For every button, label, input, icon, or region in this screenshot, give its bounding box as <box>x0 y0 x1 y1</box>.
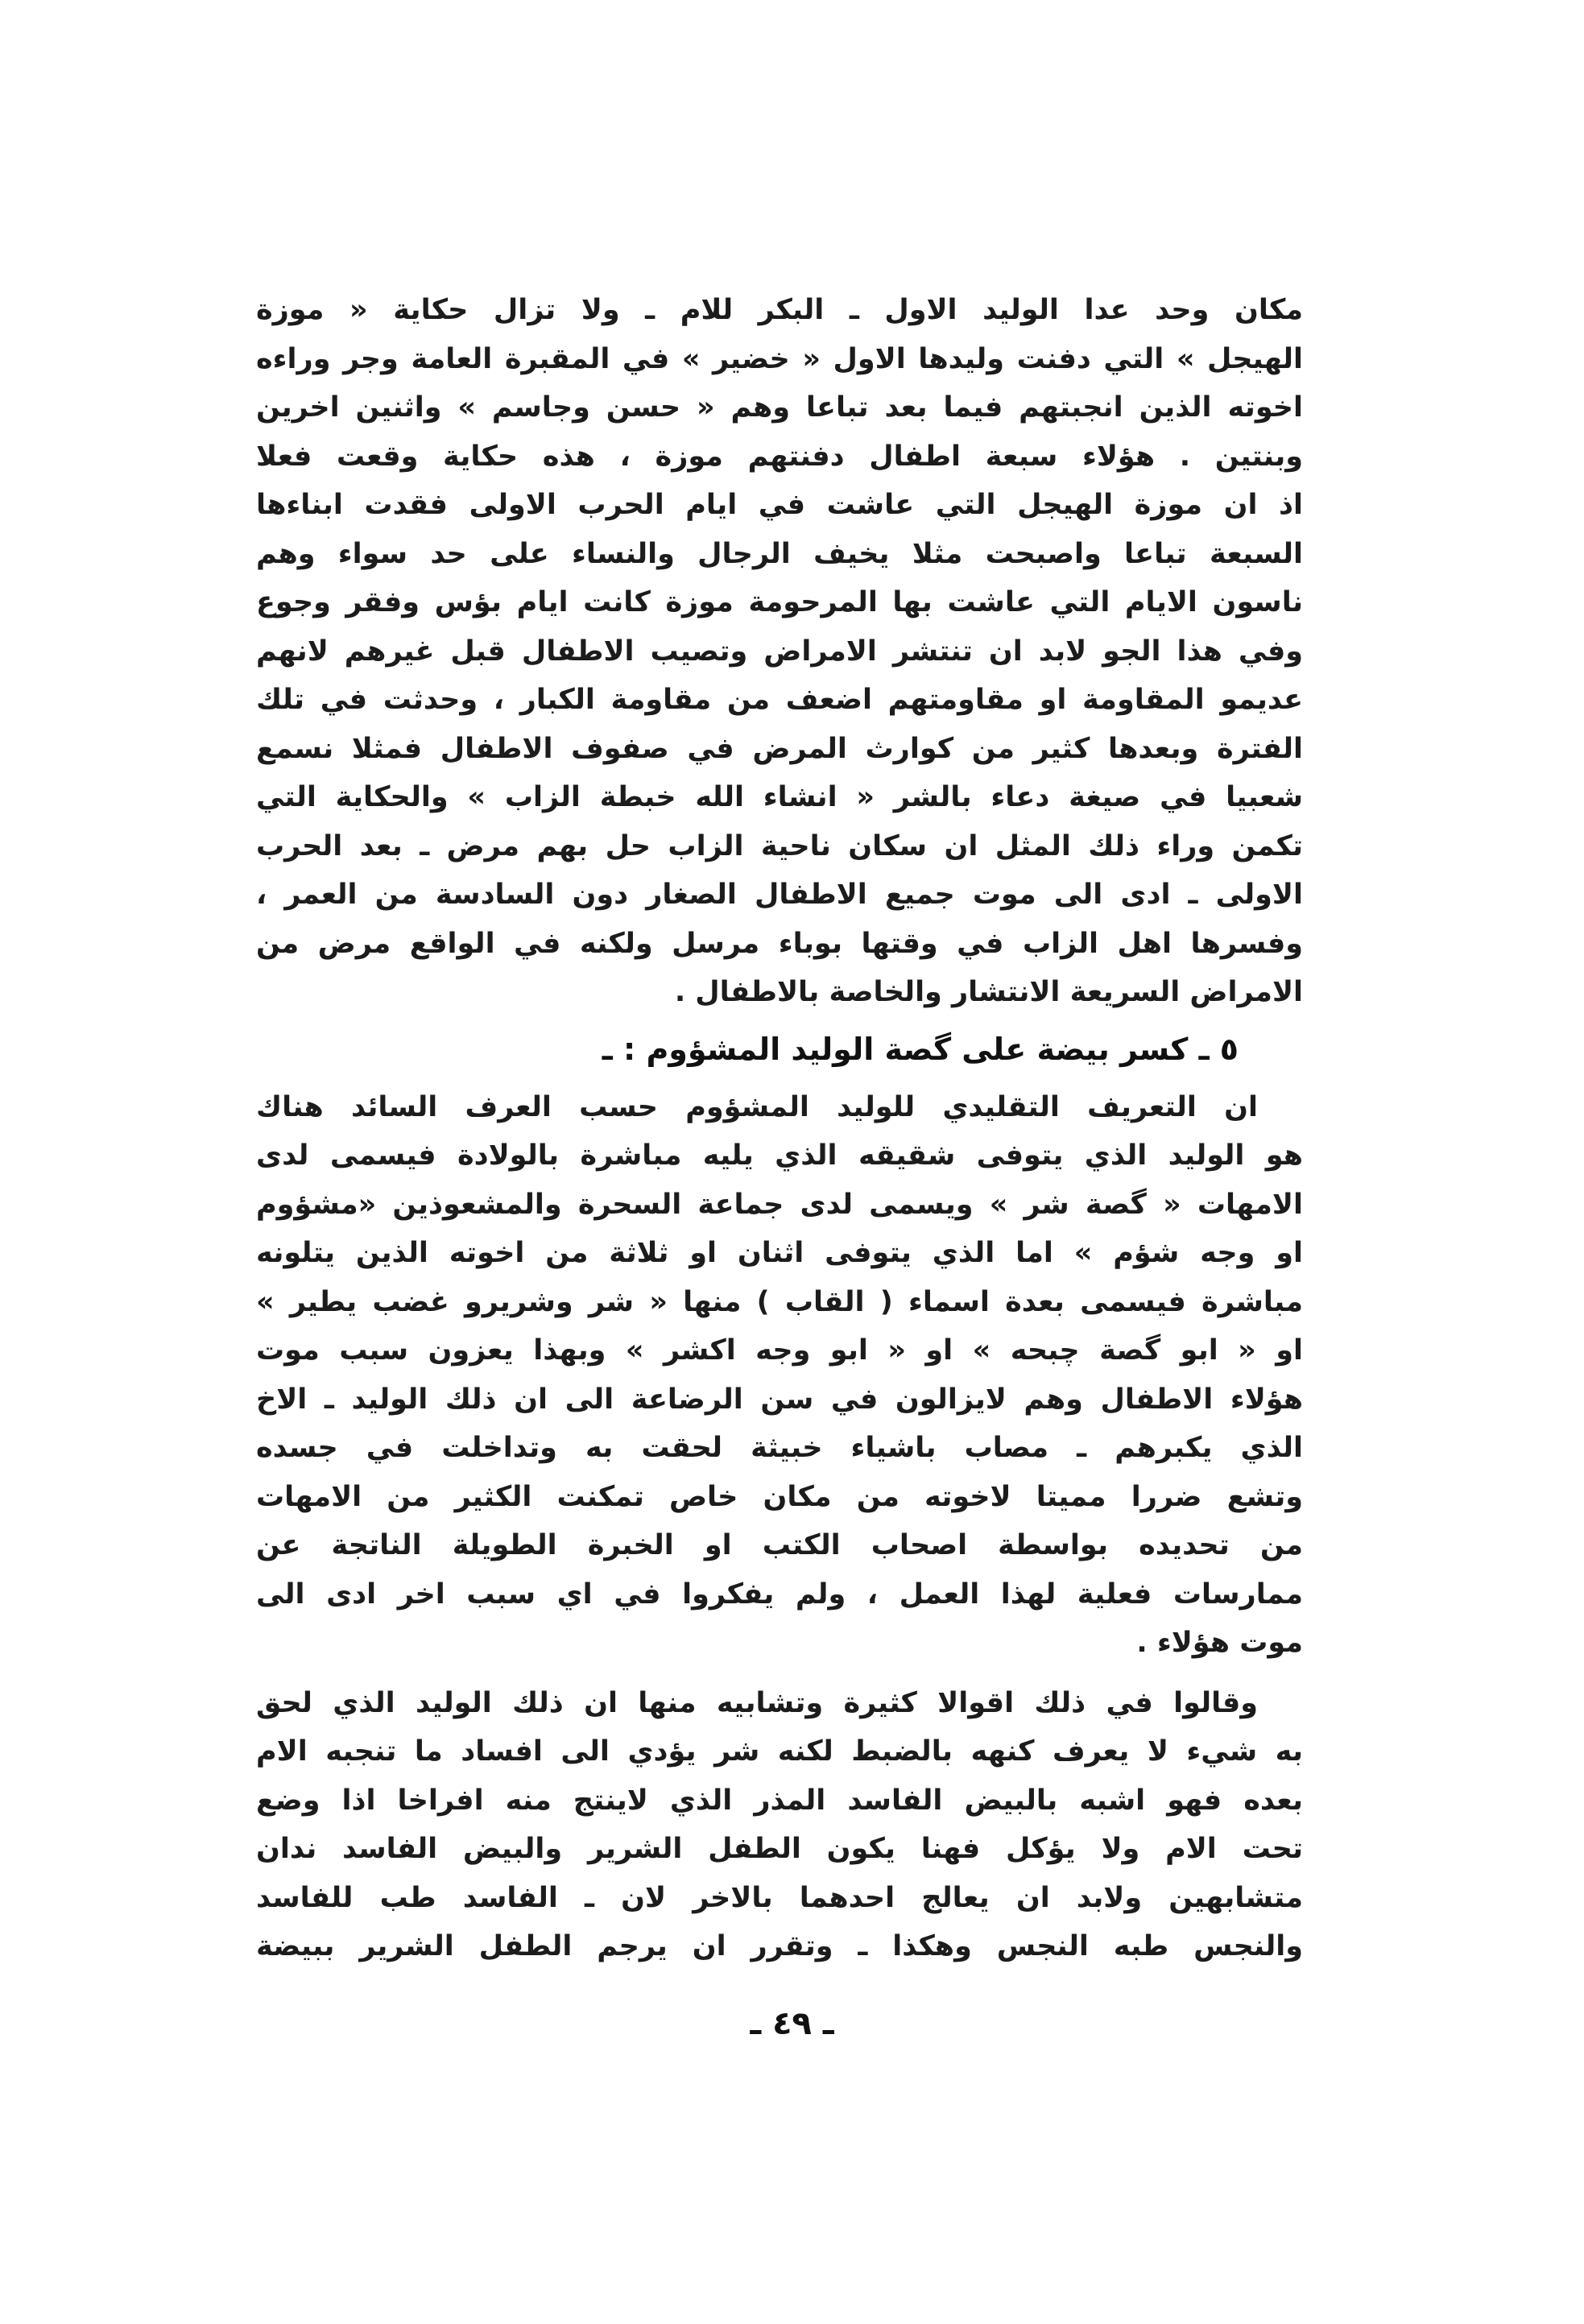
text-line: اذ ان موزة الهيجل التي عاشت في ايام الحرب الاولى فقدت ابناءها <box>256 489 1303 521</box>
text-line: هؤلاء الاطفال وهم لايزالون في سن الرضاعة الى ان ذلك الوليد ـ الاخ <box>256 1383 1303 1416</box>
text-line: مباشرة فيسمى بعدة اسماء ( القاب ) منها « شر وشريرو غضب يطير » <box>256 1285 1303 1318</box>
paragraph-definition <box>256 1083 1303 1668</box>
text-line: السبعة تباعا واصبحت مثلا يخيف الرجال والنساء على حد سواء وهم <box>256 537 1303 570</box>
text-line: وتشع ضررا مميتا لاخوته من مكان خاص تمكنت الكثير من الامهات <box>256 1480 1303 1513</box>
text-line: شعبيا في صيغة دعاء بالشر « انشاء الله خبطة الزاب » والحكاية التي <box>256 781 1303 813</box>
text-line: وفي هذا الجو لابد ان تنتشر الامراض وتصيب الاطفال قبل غيرهم لانهم <box>256 635 1303 668</box>
text-line: تحت الام ولا يؤكل فهنا يكون الطفل الشرير والبيض الفاسد ندان <box>256 1833 1303 1865</box>
text-line: الفترة وبعدها كثير من كوارث المرض في صفوف الاطفال فمثلا نسمع <box>256 732 1303 765</box>
text-line: ناسون الايام التي عاشت بها المرحومة موزة كانت ايام بؤس وفقر وجوع <box>256 586 1303 618</box>
text-line: مكان وحد عدا الوليد الاول ـ البكر للام ـ ولا تزال حكاية « موزة <box>256 294 1303 326</box>
paragraph-gap <box>256 1668 1303 1679</box>
text-line: وقالوا في ذلك اقوالا كثيرة وتشابيه منها ان ذلك الوليد الذي لحق <box>256 1686 1258 1719</box>
section-heading: ٥ ـ كسر بيضة على گصة الوليد المشؤوم : ـ <box>602 1031 1239 1067</box>
text-line: تكمن وراء ذلك المثل ان سكان ناحية الزاب حل بهم مرض ـ بعد الحرب <box>256 829 1303 862</box>
paragraph-continued <box>256 286 1303 1017</box>
text-line: او « ابو گصة چبحه » او « ابو وجه اكشر » وبهذا يعزون سبب موت <box>256 1334 1303 1367</box>
text-line: والنجس طبه النجس وهكذا ـ وتقرر ان يرجم الطفل الشرير ببيضة <box>256 1930 1303 1962</box>
text-line: الذي يكبرهم ـ مصاب باشياء خبيثة لحقت به وتداخلت في جسده <box>256 1432 1303 1464</box>
text-line: بعده فهو اشبه بالبيض الفاسد المذر الذي لاينتج منه افراخا اذا وضع <box>256 1784 1303 1817</box>
text-line: الاولى ـ ادى الى موت جميع الاطفال الصغار دون السادسة من العمر ، <box>256 879 1303 911</box>
paragraph-sayings <box>256 1679 1303 1971</box>
text-line: الهيجل » التي دفنت وليدها الاول « خضير » في المقبرة العامة وجر وراءه <box>256 342 1303 375</box>
text-line: من تحديده بواسطة اصحاب الكتب او الخبرة الطويلة الناتجة عن <box>256 1529 1303 1561</box>
text-line: اخوته الذين انجبتهم فيما بعد تباعا وهم « حسن وجاسم » واثنين اخرين <box>256 391 1303 424</box>
text-line: متشابهين ولابد ان يعالج احدهما بالاخر لان ـ الفاسد طب للفاسد <box>256 1881 1303 1914</box>
page-text <box>256 286 1303 1971</box>
text-line: ممارسات فعلية لهذا العمل ، ولم يفكروا في اي سبب اخر ادى الى <box>256 1578 1303 1611</box>
text-line: ان التعريف التقليدي للوليد المشؤوم حسب العرف السائد هناك <box>256 1090 1258 1123</box>
text-line: عديمو المقاومة او مقاومتهم اضعف من مقاومة الكبار ، وحدثت في تلك <box>256 684 1303 716</box>
text-line: وفسرها اهل الزاب في وقتها بوباء مرسل ولكنه في الواقع مرض من <box>256 927 1303 960</box>
text-line: هو الوليد الذي يتوفى شقيقه الذي يليه مباشرة بالولادة فيسمى لدى <box>256 1139 1303 1172</box>
text-line: الامهات « گصة شر » ويسمى لدى جماعة السحرة والمشعوذين «مشؤوم <box>256 1188 1303 1221</box>
text-line: به شيء لا يعرف كنهه بالضبط لكنه شر يؤدي الى افساد ما تنجبه الام <box>256 1735 1303 1768</box>
page-number: ـ ٤٩ ـ <box>750 2005 834 2042</box>
text-line: موت هؤلاء . <box>1136 1627 1303 1659</box>
text-line: وبنتين . هؤلاء سبعة اطفال دفنتهم موزة ، هذه حكاية وقعت فعلا <box>256 440 1303 473</box>
text-line: او وجه شؤم » اما الذي يتوفى اثنان او ثلاثة من اخوته الذين يتلونه <box>256 1237 1303 1269</box>
text-line: الامراض السريعة الانتشار والخاصة بالاطفال . <box>674 976 1303 1008</box>
